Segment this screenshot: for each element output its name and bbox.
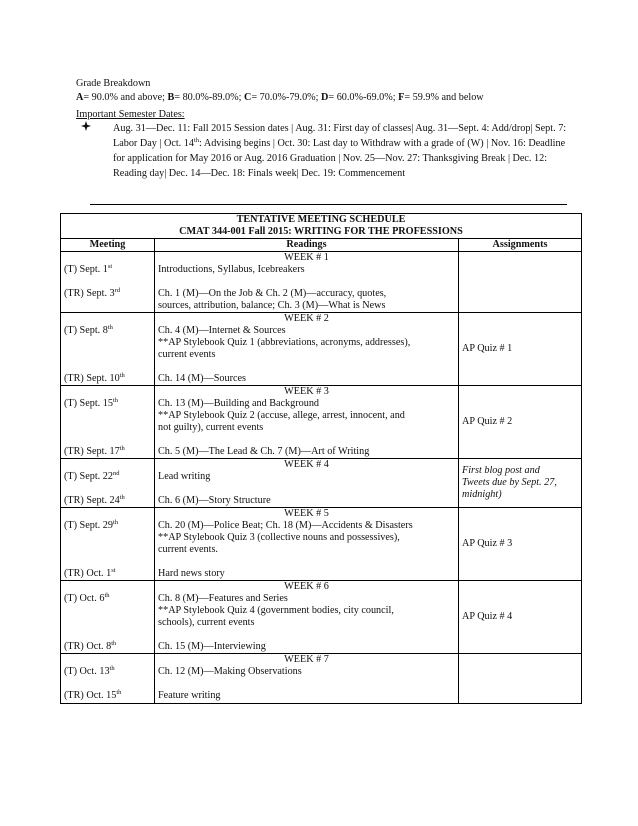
meeting-schedule-table xyxy=(60,213,582,704)
meeting-date: (TR) Oct. 8th xyxy=(64,640,117,652)
reading: Lead writing xyxy=(158,471,211,482)
reading: Introductions, Syllabus, Icebreakers xyxy=(158,264,305,275)
semester-dates-list: Aug. 31—Dec. 11: Fall 2015 Session dates | Aug. 31: First day of classes| Aug. 31—Sept. 4: Add/drop| Sept. 7: Labor Day | Oct. 14th: Advising begins | Oct. 30: Last day to Withdraw with a grade of (W) | Nov. 16: Deadline for application for May 2016 or Aug. 2016 Graduation | Nov. 25—Nov. 27: Thanksgiving Break | Dec. 12: Reading day| Dec. 14—Dec. 18: Finals week| Dec. 19: Commencement xyxy=(113,123,567,179)
table-row xyxy=(61,252,582,313)
meeting-date: (T) Oct. 6th xyxy=(64,592,110,604)
reading: Ch. 14 (M)—Sources xyxy=(158,373,247,384)
reading: Hard news story xyxy=(158,568,225,579)
diamond-bullet-icon xyxy=(81,121,91,135)
week-label: WEEK # 3 xyxy=(284,386,329,397)
reading: Ch. 6 (M)—Story Structure xyxy=(158,495,271,506)
reading: Ch. 1 (M)—On the Job & Ch. 2 (M)—accuracy, quotes, xyxy=(158,288,387,299)
reading: Ch. 8 (M)—Features and Series xyxy=(158,593,288,604)
meeting-date: (T) Oct. 13th xyxy=(64,665,115,677)
reading: Feature writing xyxy=(158,690,221,701)
week-label: WEEK # 1 xyxy=(284,252,329,263)
reading: current events xyxy=(158,349,216,360)
table-row xyxy=(61,459,582,508)
reading: sources, attribution, balance; Ch. 3 (M)—What is News xyxy=(158,300,386,311)
table-row xyxy=(61,508,582,581)
course-title: CMAT 344-001 Fall 2015: WRITING FOR THE PROFESSIONS xyxy=(179,226,463,237)
meeting-date: (TR) Sept. 24th xyxy=(64,494,125,506)
meeting-date: (TR) Sept. 17th xyxy=(64,445,125,457)
schedule-title-row xyxy=(61,214,582,239)
meeting-date: (TR) Sept. 10th xyxy=(64,372,125,384)
reading: Ch. 5 (M)—The Lead & Ch. 7 (M)—Art of Writing xyxy=(158,446,370,457)
reading: Ch. 15 (M)—Interviewing xyxy=(158,641,266,652)
reading: **AP Stylebook Quiz 1 (abbreviations, acronyms, addresses), xyxy=(158,337,411,348)
table-row xyxy=(61,654,582,704)
assignment-cell: AP Quiz # 4 xyxy=(459,581,582,654)
table-row xyxy=(61,581,582,654)
reading: **AP Stylebook Quiz 4 (government bodies, city council, xyxy=(158,605,394,616)
meeting-date: (T) Sept. 15th xyxy=(64,397,119,409)
assignment-cell xyxy=(459,654,582,704)
week-label: WEEK # 5 xyxy=(284,508,329,519)
assignment-cell: AP Quiz # 3 xyxy=(459,508,582,581)
meeting-date: (T) Sept. 1st xyxy=(64,263,113,275)
meeting-date: (TR) Sept. 3rd xyxy=(64,287,121,299)
meeting-date: (TR) Oct. 15th xyxy=(64,689,122,701)
reading: Ch. 13 (M)—Building and Background xyxy=(158,398,320,409)
reading: current events. xyxy=(158,544,218,555)
reading: Ch. 12 (M)—Making Observations xyxy=(158,666,302,677)
header-readings: Readings xyxy=(155,239,459,252)
reading: **AP Stylebook Quiz 2 (accuse, allege, arrest, innocent, and xyxy=(158,410,405,421)
week-label: WEEK # 7 xyxy=(284,654,329,665)
reading: Ch. 4 (M)—Internet & Sources xyxy=(158,325,286,336)
meeting-date: (TR) Oct. 1st xyxy=(64,567,116,579)
reading: Ch. 20 (M)—Police Beat; Ch. 18 (M)—Accidents & Disasters xyxy=(158,520,413,531)
meeting-date: (T) Sept. 29th xyxy=(64,519,119,531)
header-assignments: Assignments xyxy=(459,239,582,252)
divider-line xyxy=(90,204,567,205)
meeting-date: (T) Sept. 22nd xyxy=(64,470,120,482)
header-meeting: Meeting xyxy=(61,239,155,252)
table-row xyxy=(61,386,582,459)
schedule-title: TENTATIVE MEETING SCHEDULE xyxy=(236,214,406,225)
assignment-cell: AP Quiz # 1 xyxy=(459,313,582,386)
grade-breakdown-heading: Grade Breakdown xyxy=(76,78,151,89)
schedule-header-row xyxy=(61,239,582,252)
meeting-date: (T) Sept. 8th xyxy=(64,324,113,336)
reading: **AP Stylebook Quiz 3 (collective nouns and possessives), xyxy=(158,532,400,543)
week-label: WEEK # 4 xyxy=(284,459,329,470)
semester-dates-heading: Important Semester Dates: xyxy=(76,109,185,120)
reading: not guilty), current events xyxy=(158,422,264,433)
assignment-cell: AP Quiz # 2 xyxy=(459,386,582,459)
assignment-cell xyxy=(459,252,582,313)
table-row xyxy=(61,313,582,386)
reading: schools), current events xyxy=(158,617,255,628)
assignment-cell: First blog post and Tweets due by Sept. 27, midnight) xyxy=(459,459,582,508)
week-label: WEEK # 2 xyxy=(284,313,329,324)
week-label: WEEK # 6 xyxy=(284,581,329,592)
grade-scale: A= 90.0% and above; B= 80.0%-89.0%; C= 70.0%-79.0%; D= 60.0%-69.0%; F= 59.9% and below xyxy=(76,92,484,103)
